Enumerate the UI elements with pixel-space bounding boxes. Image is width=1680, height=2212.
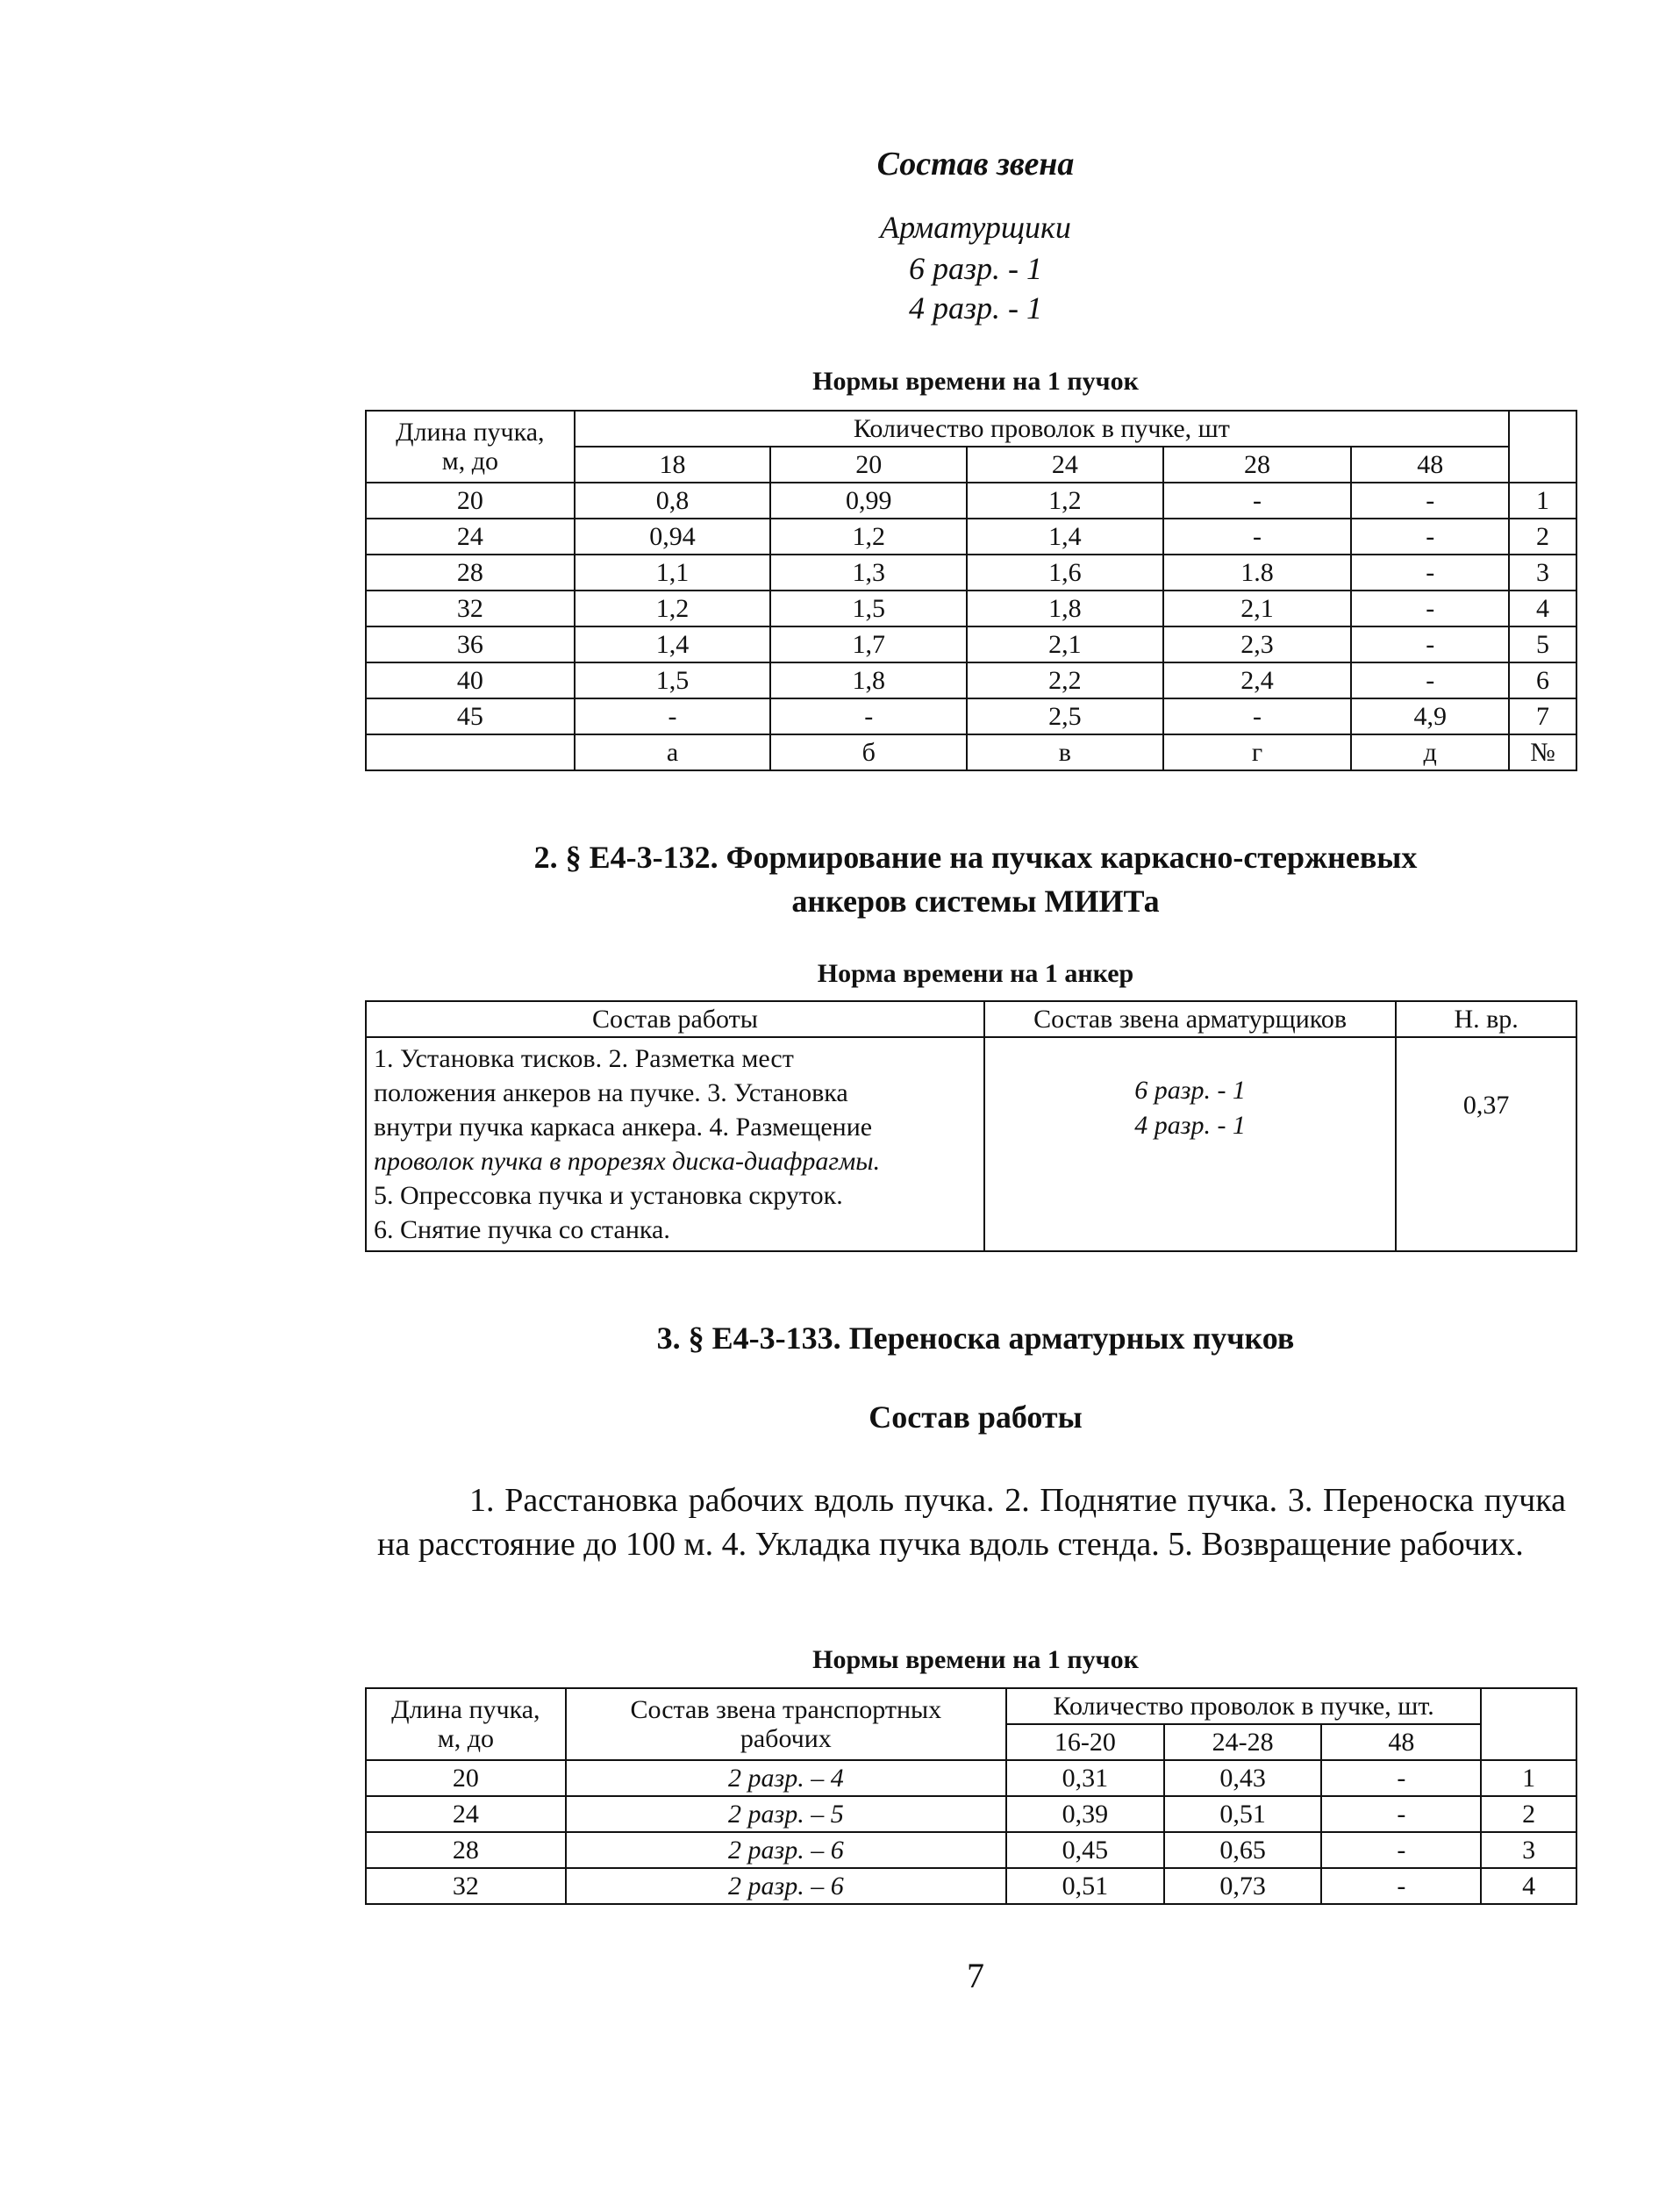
table3-cell: 0,39 [1006,1796,1164,1832]
page-number: 7 [967,1956,984,1995]
table2 [365,1000,1577,1252]
table2-norm: 0,37 [1396,1037,1576,1251]
table3-cell: 0,51 [1006,1868,1164,1904]
table1-cell: - [1351,555,1509,591]
table1-num-sign: № [1509,734,1576,770]
table1-row [366,555,1576,591]
crew-line-1: 6 разр. - 1 [908,251,1043,286]
table3-row [366,1760,1576,1796]
table3-cell: - [1321,1868,1481,1904]
table1-row [366,483,1576,519]
table1-cell: 1,5 [575,662,771,698]
table1-col-header: 28 [1163,447,1352,483]
table3-cell-length: 24 [366,1796,566,1832]
table1-cell: 1,1 [575,555,771,591]
table1-cell-number: 1 [1509,483,1576,519]
table1-letter-blank [366,734,575,770]
table1-cell-length: 45 [366,698,575,734]
table1-row [366,698,1576,734]
table1-cell: 2,5 [967,698,1163,734]
table1-col-header: 24 [967,447,1163,483]
section3-title: 3. § Е4-3-133. Переноска арматурных пучков [656,1321,1295,1356]
table3-cell-length: 20 [366,1760,566,1796]
table1-cell: - [575,698,771,734]
table3-cell: 0,45 [1006,1832,1164,1868]
table1-cell: 0,99 [770,483,967,519]
section2-caption: Норма времени на 1 анкер [817,959,1134,988]
table1-cell: - [1163,519,1352,555]
table1-cell: - [1351,591,1509,626]
table1-cell-length: 40 [366,662,575,698]
table3-cell: 0,73 [1164,1868,1322,1904]
table3-cell-length: 28 [366,1832,566,1868]
table3-row [366,1796,1576,1832]
table1-letter: г [1163,734,1352,770]
table1-cell-length: 36 [366,626,575,662]
table3-cell-number: 4 [1481,1868,1576,1904]
table3-col-header: 24-28 [1164,1724,1322,1760]
table3-header-length: Длина пучка, м, до [366,1688,566,1760]
table1-cell: 0,94 [575,519,771,555]
crew-title: Состав звена [876,146,1075,183]
section3-subtitle: Состав работы [869,1400,1083,1435]
table1-header-count: Количество проволок в пучке, шт [575,411,1509,447]
table3-cell: - [1321,1760,1481,1796]
table1-cell: 0,8 [575,483,771,519]
table1-cell-number: 6 [1509,662,1576,698]
table1-cell: 2,4 [1163,662,1352,698]
table1-cell-number: 7 [1509,698,1576,734]
table1-header-blank [1509,411,1576,483]
table1-letter: б [770,734,967,770]
table3-cell-crew: 2 разр. – 4 [566,1760,1006,1796]
table1-cell: - [1351,662,1509,698]
table1-row [366,519,1576,555]
table1-cell: 2,3 [1163,626,1352,662]
table1-cell: 2,1 [967,626,1163,662]
table1-cell: 1,2 [575,591,771,626]
table1-cell-length: 24 [366,519,575,555]
table1-header-length: Длина пучка, м, до [366,411,575,483]
table1-row [366,662,1576,698]
table1-cell: - [1163,483,1352,519]
table3-cell-number: 1 [1481,1760,1576,1796]
table1-cell-length: 20 [366,483,575,519]
table3-cell: 0,43 [1164,1760,1322,1796]
table1-cell: 1.8 [1163,555,1352,591]
table1-cell: 1,8 [967,591,1163,626]
table1-cell: 2,1 [1163,591,1352,626]
table3-cell-crew: 2 разр. – 6 [566,1832,1006,1868]
table3-col-header: 16-20 [1006,1724,1164,1760]
table3-cell-number: 3 [1481,1832,1576,1868]
table1-cell: 1,4 [575,626,771,662]
table3-header-count: Количество проволок в пучке, шт. [1006,1688,1481,1724]
table2-crew: 6 разр. - 1 4 разр. - 1 [984,1037,1396,1251]
table1-letter: д [1351,734,1509,770]
table1 [365,410,1577,771]
table1-cell: 2,2 [967,662,1163,698]
table1-cell: - [1163,698,1352,734]
table1-letter: а [575,734,771,770]
table1-cell-length: 32 [366,591,575,626]
section2-title: 2. § Е4-3-132. Формирование на пучках каркасно-стержневых анкеров системы МИИТа [533,840,1418,919]
table1-cell: 1,5 [770,591,967,626]
crew-role: Арматурщики [880,210,1071,245]
table2-header-crew: Состав звена арматурщиков [984,1001,1396,1037]
table1-col-header: 48 [1351,447,1509,483]
table2-header-norm: Н. вр. [1396,1001,1576,1037]
table1-cell: - [1351,519,1509,555]
table3-cell: 0,51 [1164,1796,1322,1832]
table1-caption: Нормы времени на 1 пучок [812,367,1139,396]
table1-letter-row [366,734,1576,770]
table1-cell-length: 28 [366,555,575,591]
section3-caption: Нормы времени на 1 пучок [812,1645,1139,1674]
table1-cell: - [770,698,967,734]
table3 [365,1687,1577,1905]
table3-cell: - [1321,1796,1481,1832]
table1-cell-number: 4 [1509,591,1576,626]
table1-cell: - [1351,483,1509,519]
table1-cell-number: 5 [1509,626,1576,662]
table1-col-header: 20 [770,447,967,483]
table3-cell: 0,65 [1164,1832,1322,1868]
crew-line-2: 4 разр. - 1 [908,290,1043,326]
table1-cell-number: 2 [1509,519,1576,555]
table1-cell: - [1351,626,1509,662]
table3-row [366,1868,1576,1904]
table3-cell-length: 32 [366,1868,566,1904]
table3-header-crew: Состав звена транспортных рабочих [566,1688,1006,1760]
table1-cell: 1,4 [967,519,1163,555]
table1-cell: 1,2 [967,483,1163,519]
table1-cell: 1,3 [770,555,967,591]
section3-paragraph: 1. Расстановка рабочих вдоль пучка. 2. Поднятие пучка. 3. Переноска пучка на расстояние до 100 м. 4. Укладка пучка вдоль стенда. 5. Возвращение рабочих. [377,1482,1566,1563]
table1-cell: 1,6 [967,555,1163,591]
table3-cell: - [1321,1832,1481,1868]
table1-cell: 4,9 [1351,698,1509,734]
table2-work-description: 1. Установка тисков. 2. Разметка мест положения анкеров на пучке. 3. Установка внутри пучка каркаса анкера. 4. Размещение проволок пучка в прорезях диска-диафрагмы. 5. Опрессовка пучка и установка скруток. 6. Снятие пучка со станка. [366,1037,984,1251]
table3-cell: 0,31 [1006,1760,1164,1796]
table3-cell-number: 2 [1481,1796,1576,1832]
table3-header-blank [1481,1688,1576,1760]
table1-row [366,591,1576,626]
table1-cell: 1,7 [770,626,967,662]
table1-cell: 1,2 [770,519,967,555]
table1-row [366,626,1576,662]
table3-cell-crew: 2 разр. – 5 [566,1796,1006,1832]
table1-letter: в [967,734,1163,770]
table1-cell: 1,8 [770,662,967,698]
table1-col-header: 18 [575,447,771,483]
table3-cell-crew: 2 разр. – 6 [566,1868,1006,1904]
table1-cell-number: 3 [1509,555,1576,591]
table2-header-work: Состав работы [366,1001,984,1037]
table3-col-header: 48 [1321,1724,1481,1760]
table3-row [366,1832,1576,1868]
